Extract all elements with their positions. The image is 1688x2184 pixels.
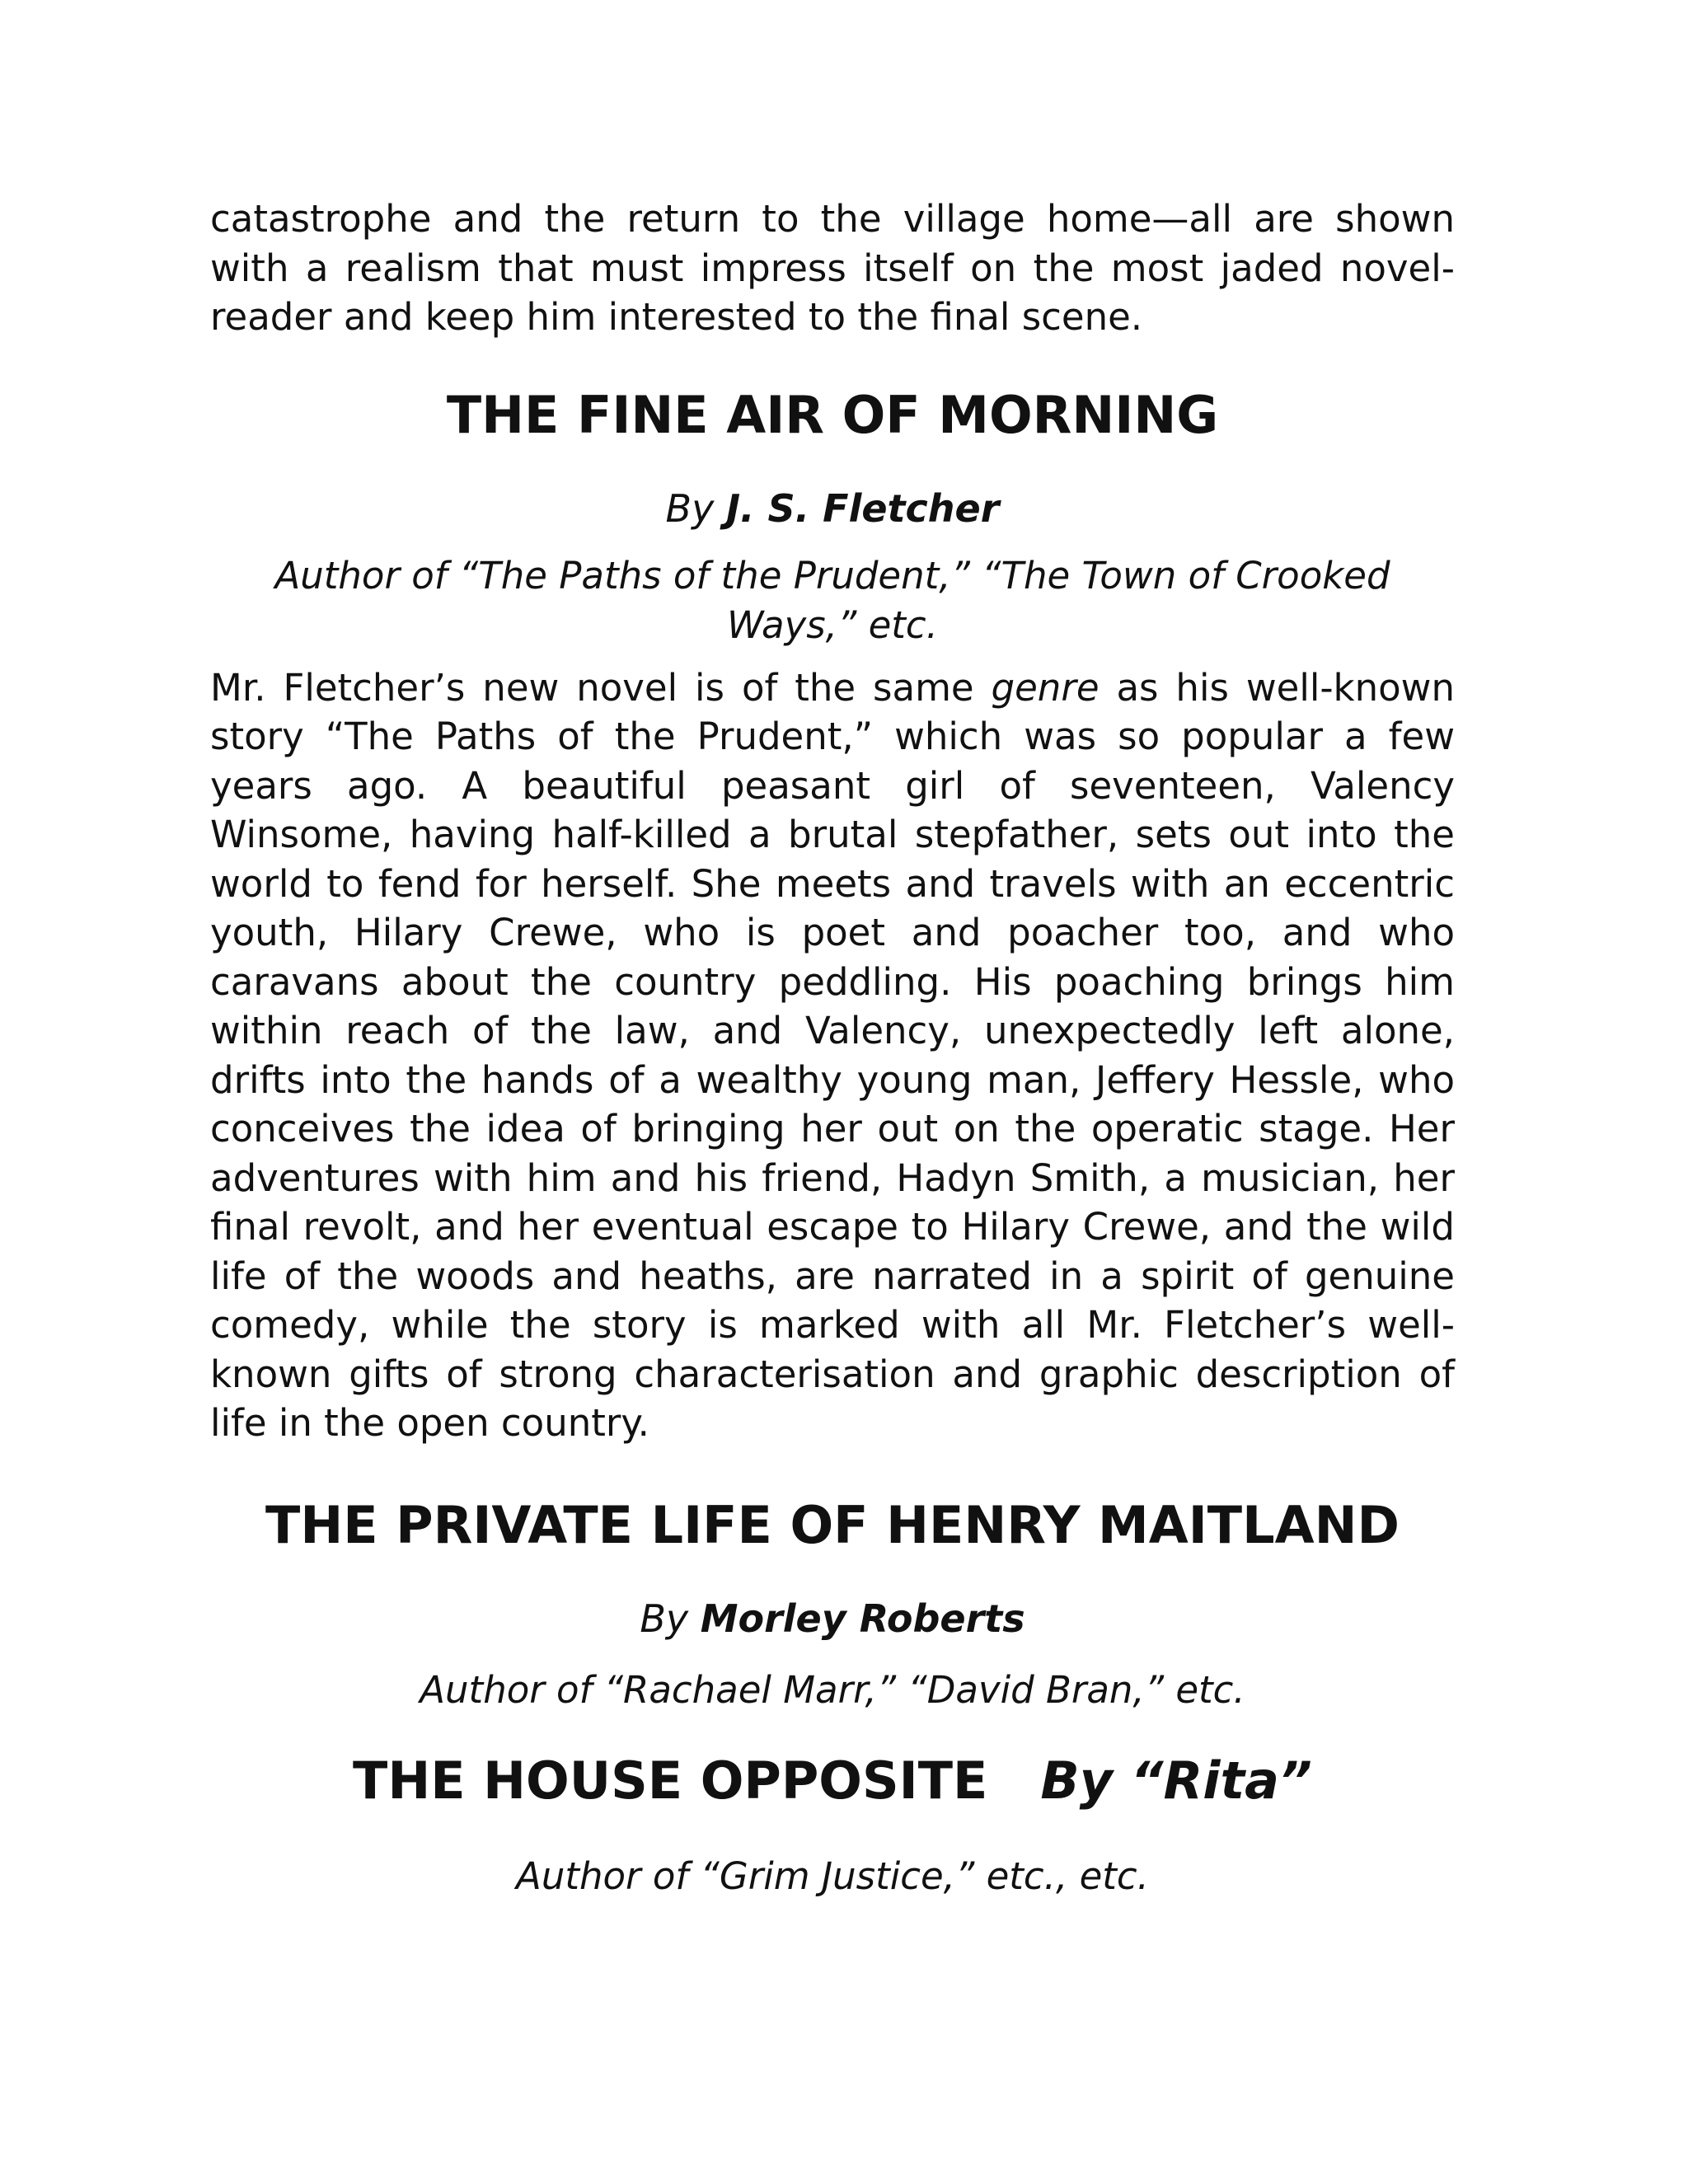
book1-desc-part2: as his well-known story “The Paths of the Prudent,” which was so popular a few years ago. A beautiful peasant girl of seventeen, Valency Winsome, having half-killed a brutal stepfather, sets out into the world to fend for herself. She meets and travels with an eccentric youth, Hilary Crewe, who is poet and poacher too, and who caravans about the country peddling. His poaching brings him within reach of the law, and Valency, unexpectedly left alone, drifts into the hands of a wealthy young man, Jeffery Hessle, who conceives the idea of bringing her out on the operatic stage. Her adventures with him and his friend, Hadyn Smith, a musician, her final revolt, and her eventual escape to Hilary Crewe, and the wild life of the woods and heaths, are narrated in a spirit of genuine comedy, while the story is marked with all Mr. Fletcher’s well-known gifts of strong characterisation and graphic description of life in the open country. (210, 665, 1455, 1445)
intro-paragraph: catastrophe and the return to the village home—all are shown with a realism that must impress itself on the most jaded novel-reader and keep him interested to the final scene. (210, 197, 1455, 339)
book1-author-of: Author of “The Paths of the Prudent,” “The Town of Crooked Ways,” etc. (274, 553, 1390, 647)
book2-title: THE PRIVATE LIFE OF HENRY MAITLAND (265, 1494, 1400, 1555)
book3-author-inline: By “Rita” (1040, 1750, 1312, 1811)
book3-author-of: Author of “Grim Justice,” etc., etc. (516, 1854, 1149, 1898)
book2-by-word: By (640, 1596, 689, 1641)
book1-byline (210, 484, 1455, 533)
book2-author-of: Author of “Rachael Marr,” “David Bran,” etc. (420, 1667, 1245, 1712)
book1-by-word: By (665, 485, 715, 531)
book2-byline (210, 1594, 1455, 1643)
book1-author: J. S. Fletcher (725, 485, 1000, 531)
book2-author: Morley Roberts (700, 1596, 1025, 1641)
book1-desc-part1: Mr. Fletcher’s new novel is of the same (210, 665, 992, 710)
book1-title: THE FINE AIR OF MORNING (446, 384, 1219, 445)
book1-description (210, 663, 1455, 1448)
book3-title-line (210, 1748, 1455, 1814)
book3-title: THE HOUSE OPPOSITE (353, 1750, 988, 1811)
document-page (210, 194, 1455, 1901)
book1-desc-genre: genre (991, 665, 1100, 710)
